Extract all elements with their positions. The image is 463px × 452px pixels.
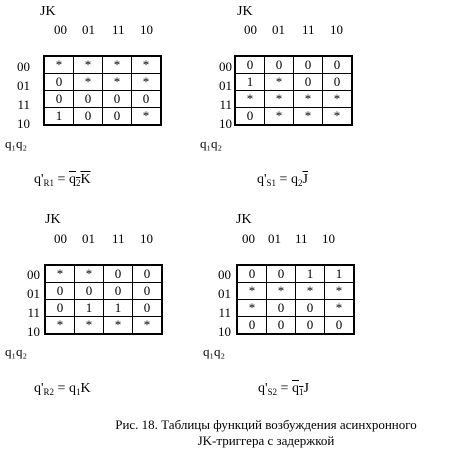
jk-label-4: JK [236, 212, 252, 227]
row-label: 10 [218, 324, 231, 339]
col-header: 00 [242, 231, 255, 246]
cell: 0 [44, 91, 74, 108]
q-label-3: q₁q₂ [5, 344, 28, 359]
cell: * [237, 283, 267, 300]
cell: * [296, 283, 325, 300]
row-label: 10 [27, 324, 40, 339]
table-row [45, 317, 162, 335]
karnaugh-map-2 [234, 55, 353, 126]
row-label: 00 [27, 267, 40, 282]
formula-term-b: J [303, 381, 309, 396]
cell: * [74, 56, 103, 74]
formula-var-sub: 2 [297, 178, 303, 188]
cell: * [132, 56, 162, 74]
cell: 0 [74, 91, 103, 108]
formula-lhs: q' [257, 172, 267, 187]
cell: * [133, 317, 163, 335]
caption-line-2: JK-триггера с задержкой [197, 433, 335, 448]
formula-sub: R2 [43, 387, 55, 397]
cell: 0 [296, 317, 325, 335]
col-header: 01 [82, 231, 95, 246]
cell: * [103, 74, 132, 91]
table-row [44, 108, 161, 126]
karnaugh-map-1 [43, 55, 162, 126]
row-label: 11 [27, 305, 40, 320]
cell: 0 [74, 108, 103, 126]
formula-2 [257, 172, 308, 188]
cell: * [267, 283, 296, 300]
cell: 0 [323, 56, 353, 74]
cell: 1 [44, 108, 74, 126]
col-header: 10 [330, 22, 343, 37]
jk-label-1: JK [40, 4, 56, 19]
cell: * [75, 265, 104, 283]
cell: 0 [296, 300, 325, 317]
cell: 0 [133, 265, 163, 283]
row-label: 10 [219, 116, 232, 131]
row-label: 00 [219, 59, 232, 74]
cell: * [323, 108, 353, 126]
row-label: 11 [17, 97, 30, 112]
table-row [235, 91, 352, 108]
cell: * [265, 108, 294, 126]
cell: 0 [75, 283, 104, 300]
cell: * [325, 300, 355, 317]
cell: 0 [104, 283, 133, 300]
cell: * [74, 74, 103, 91]
formula-sub: R1 [43, 178, 55, 188]
cell: 0 [235, 56, 265, 74]
formula-var: q [290, 172, 298, 187]
formula-term-a [69, 172, 81, 187]
cell: 1 [325, 265, 355, 283]
row-label: 11 [219, 97, 232, 112]
table-row [237, 265, 354, 283]
col-header: 00 [54, 231, 67, 246]
formula-term-a [69, 381, 81, 396]
cell: 1 [235, 74, 265, 91]
formula-sub: S2 [267, 387, 278, 397]
table-row [45, 283, 162, 300]
cell: * [294, 108, 323, 126]
row-label: 10 [17, 116, 30, 131]
formula-var: q [291, 381, 299, 396]
cell: 0 [237, 265, 267, 283]
cell: * [235, 91, 265, 108]
figure-caption [86, 417, 446, 449]
cell: 0 [132, 91, 162, 108]
formula-sub: S1 [266, 178, 277, 188]
formula-eq: = [276, 172, 291, 187]
cell: 0 [265, 56, 294, 74]
row-label: 11 [218, 305, 231, 320]
formula-var: q [68, 172, 76, 187]
row-label: 00 [218, 267, 231, 282]
cell: 0 [235, 108, 265, 126]
col-header: 11 [112, 22, 125, 37]
cell: * [104, 317, 133, 335]
cell: 0 [133, 300, 163, 317]
cell: * [323, 91, 353, 108]
cell: * [132, 108, 162, 126]
cell: 0 [294, 56, 323, 74]
formula-term-b: $\overline{J}$ [302, 172, 308, 187]
cell: * [325, 283, 355, 300]
cell: 0 [45, 300, 75, 317]
row-label: 01 [27, 286, 40, 301]
formula-term-a [291, 172, 303, 187]
cell: * [237, 300, 267, 317]
formula-eq: = [277, 381, 292, 396]
table-row [44, 74, 161, 91]
table-row [237, 300, 354, 317]
formula-var-sub: 1 [298, 387, 304, 397]
cell: * [132, 74, 162, 91]
col-header: 01 [272, 22, 285, 37]
cell: * [45, 265, 75, 283]
formula-term-b: K [80, 381, 91, 396]
table-row [235, 74, 352, 91]
col-header: 11 [302, 22, 315, 37]
cell: 0 [325, 317, 355, 335]
cell: 1 [296, 265, 325, 283]
formula-var-sub: 2 [75, 178, 81, 188]
table-row [235, 108, 352, 126]
formula-1 [34, 172, 91, 188]
col-header: 10 [140, 22, 153, 37]
table-row [235, 56, 352, 74]
cell: * [265, 74, 294, 91]
cell: 0 [45, 283, 75, 300]
col-header: 00 [244, 22, 257, 37]
cell: * [103, 56, 132, 74]
col-header: 10 [140, 231, 153, 246]
row-label: 01 [218, 286, 231, 301]
cell: 1 [104, 300, 133, 317]
formula-lhs: q' [34, 172, 44, 187]
cell: 0 [237, 317, 267, 335]
row-label: 01 [17, 78, 30, 93]
formula-3 [34, 381, 91, 397]
cell: 0 [104, 265, 133, 283]
formula-eq: = [54, 381, 69, 396]
formula-lhs: q' [34, 381, 44, 396]
col-header: 01 [82, 22, 95, 37]
formula-var-sub: 1 [75, 387, 81, 397]
table-row [44, 91, 161, 108]
cell: * [294, 91, 323, 108]
karnaugh-map-3 [44, 264, 163, 335]
col-header: 11 [295, 231, 308, 246]
q-label-1: q₁q₂ [5, 136, 28, 151]
jk-label-3: JK [45, 212, 61, 227]
jk-label-2: JK [237, 4, 253, 19]
table-row [45, 300, 162, 317]
row-label: 00 [17, 59, 30, 74]
cell: 0 [44, 74, 74, 91]
formula-var: q [68, 381, 76, 396]
table-row [45, 265, 162, 283]
formula-term-b: $\overline{K}$ [80, 172, 91, 187]
table-row [237, 317, 354, 335]
col-header: 11 [112, 231, 125, 246]
cell: 0 [103, 108, 132, 126]
cell: * [44, 56, 74, 74]
cell: 0 [103, 91, 132, 108]
cell: * [45, 317, 75, 335]
karnaugh-map-4 [236, 264, 355, 335]
cell: * [75, 317, 104, 335]
formula-term-a [292, 381, 304, 396]
cell: 0 [323, 74, 353, 91]
table-row [237, 283, 354, 300]
cell: 0 [294, 74, 323, 91]
table-row [44, 56, 161, 74]
col-header: 01 [268, 231, 281, 246]
q-label-2: q₁q₂ [200, 136, 223, 151]
formula-lhs: q' [258, 381, 268, 396]
caption-line-1: Рис. 18. Таблицы функций возбуждения асинхронного [115, 417, 417, 432]
cell: 0 [267, 300, 296, 317]
cell: * [265, 91, 294, 108]
col-header: 10 [322, 231, 335, 246]
cell: 1 [75, 300, 104, 317]
cell: 0 [267, 265, 296, 283]
row-label: 01 [219, 78, 232, 93]
formula-eq: = [54, 172, 69, 187]
q-label-4: q₁q₂ [203, 344, 226, 359]
cell: 0 [267, 317, 296, 335]
col-header: 00 [54, 22, 67, 37]
formula-4 [258, 381, 309, 397]
cell: 0 [133, 283, 163, 300]
